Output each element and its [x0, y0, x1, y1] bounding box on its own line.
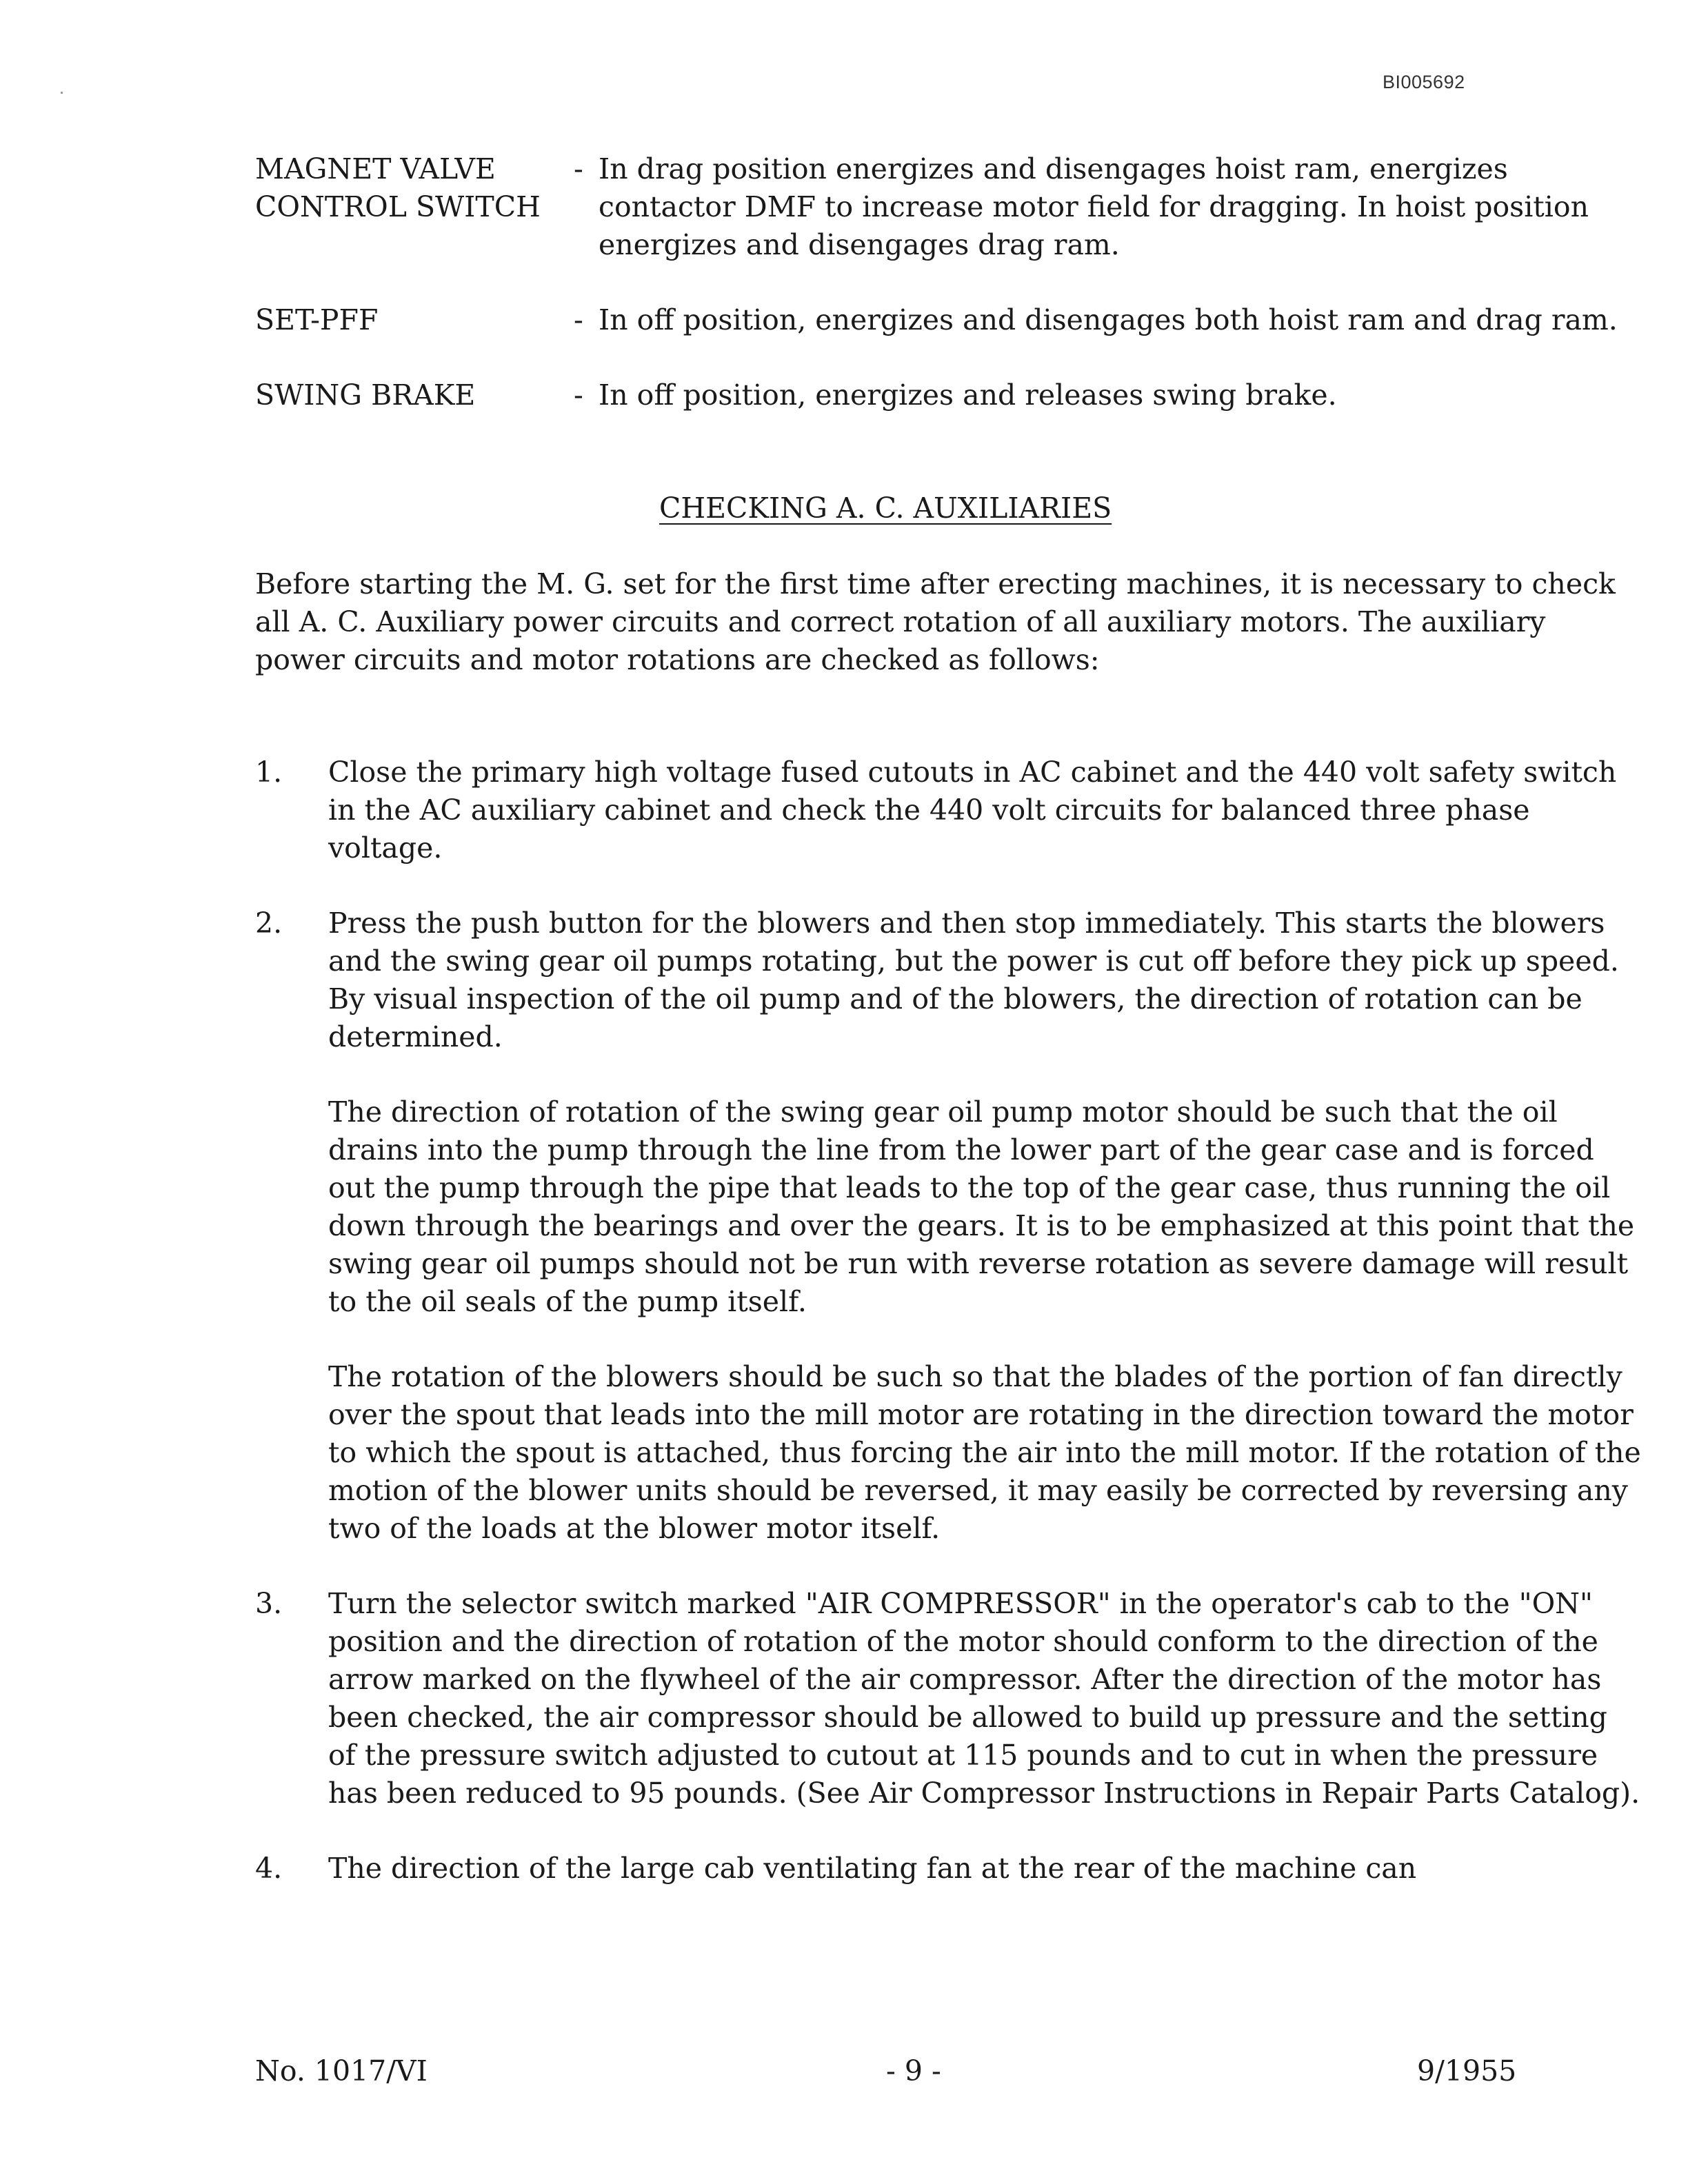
step-number: 4.: [255, 1852, 283, 1885]
footer-date: 9/1955: [1417, 2054, 1517, 2087]
footer-page-number: - 9 -: [886, 2054, 941, 2087]
term-dash: -: [574, 152, 583, 185]
term-line: MAGNET VALVE: [255, 152, 496, 185]
step-body: [328, 1850, 1641, 1888]
term-dash: -: [574, 303, 583, 336]
step-number: 3.: [255, 1587, 283, 1620]
step-paragraph: The direction of the large cab ventilating fan at the rear of the machine can: [328, 1852, 1417, 1885]
step-body: [328, 1585, 1641, 1812]
step-paragraph: Close the primary high voltage fused cutouts in AC cabinet and the 440 volt safety switch in the AC auxiliary cabinet and check the 440 volt circuits for balanced three phase voltage.: [328, 756, 1617, 865]
term-line: SET-PFF: [255, 303, 379, 336]
footer-doc-number: No. 1017/VI: [255, 2054, 428, 2087]
step-item: [255, 904, 1641, 1548]
term-dash: -: [574, 378, 583, 412]
intro-paragraph: Before starting the M. G. set for the first time after erecting machines, it is necessary to check all A. C. Auxiliary power circuits and correct rotation of all auxiliary motors. The auxiliary power circuits and motor rotations are checked as follows:: [255, 567, 1616, 676]
definition-item: [255, 301, 1620, 339]
step-paragraph: Turn the selector switch marked "AIR COMPRESSOR" in the operator's cab to the "ON" position and the direction of rotation of the motor should conform to the direction of the arrow marked on the flywheel of the air compressor. After the direction of the motor has been checked, the air compressor should be allowed to build up pressure and the setting of the pressure switch adjusted to cutout at 115 pounds and to cut in when the pressure has been reduced to 95 pounds. (See Air Compressor Instructions in Repair Parts Catalog).: [328, 1587, 1640, 1810]
step-item: [255, 1850, 1641, 1888]
definition-term: [255, 376, 583, 414]
term-line: SWING BRAKE: [255, 378, 476, 412]
document-id: BI005692: [1383, 72, 1465, 92]
definition-description: In off position, energizes and releases swing brake.: [599, 378, 1337, 412]
step-paragraph: The rotation of the blowers should be such so that the blades of the portion of fan directly over the spout that leads into the mill motor are rotating in the direction toward the motor to which the spout is attached, thus forcing the air into the mill motor. If the rotation of the motion of the blower units should be reversed, it may easily be corrected by reversing any two of the loads at the blower motor itself.: [328, 1360, 1641, 1545]
step-body: [328, 904, 1641, 1548]
definition-item: [255, 150, 1620, 264]
section-heading: CHECKING A. C. AUXILIARIES: [659, 492, 1112, 525]
step-number: 1.: [255, 756, 283, 789]
definitions-list: [255, 150, 1620, 452]
scan-speck: [61, 92, 63, 94]
steps-list: [255, 754, 1641, 1925]
definition-description: In off position, energizes and disengages both hoist ram and drag ram.: [599, 303, 1618, 336]
step-paragraph: The direction of rotation of the swing gear oil pump motor should be such that the oil drains into the pump through the line from the lower part of the gear case and is forced out the pump through the pipe that leads to the top of the gear case, thus running the oil down through the bearings and over the gears. It is to be emphasized at this point that the swing gear oil pumps should not be run with reverse rotation as severe damage will result to the oil seals of the pump itself.: [328, 1095, 1635, 1318]
step-paragraph: Press the push button for the blowers and then stop immediately. This starts the blowers and the swing gear oil pumps rotating, but the power is cut off before they pick up speed. By visual inspection of the oil pump and of the blowers, the direction of rotation can be determined.: [328, 907, 1619, 1053]
definition-description: In drag position energizes and disengages hoist ram, energizes contactor DMF to increase motor field for dragging. In hoist position energizes and disengages drag ram.: [599, 152, 1589, 261]
step-body: [328, 754, 1641, 867]
step-item: [255, 1585, 1641, 1812]
definition-term: [255, 301, 583, 339]
definition-item: [255, 376, 1620, 414]
definition-term: [255, 150, 583, 264]
step-item: [255, 754, 1641, 867]
term-line: CONTROL SWITCH: [255, 190, 541, 223]
step-number: 2.: [255, 907, 283, 940]
